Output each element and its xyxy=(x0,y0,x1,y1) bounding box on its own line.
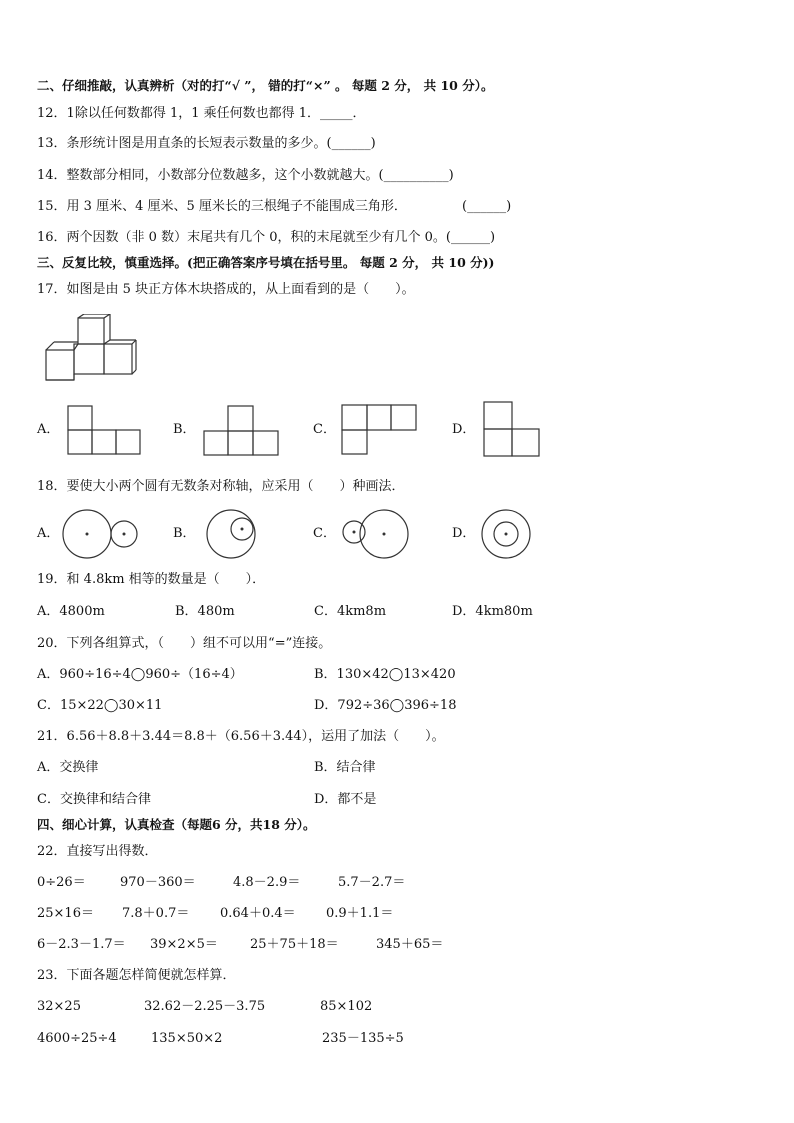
section-4-heading: 四、细心计算，认真检查（每题6 分，共18 分）。 xyxy=(37,817,316,832)
q17-option-d-label: D． xyxy=(452,422,476,437)
question-15: 15．用 3 厘米、4 厘米、5 厘米长的三根绳子不能围成三角形． xyxy=(37,199,407,214)
question-22-stem: 22．直接写出得数． xyxy=(37,844,158,859)
q18-option-a-label: A． xyxy=(37,526,60,541)
question-19-stem: 19．和 4.8km 相等的数量是（ ）． xyxy=(37,572,266,587)
question-14: 14．整数部分相同，小数部分位数越多，这个小数就越大。(__________) xyxy=(37,168,454,183)
q22-item: 6－2.3－1.7＝ xyxy=(37,937,126,952)
q17-option-a-label: A． xyxy=(37,422,60,437)
q22-item: 39×2×5＝ xyxy=(150,937,218,952)
q22-item: 25×16＝ xyxy=(37,906,94,921)
question-17-stem: 17．如图是由 5 块正方体木块搭成的，从上面看到的是（ ）。 xyxy=(37,282,415,297)
q17-option-c-label: C． xyxy=(313,422,336,437)
q22-item: 25＋75＋18＝ xyxy=(250,937,339,952)
q18-option-a-figure xyxy=(60,508,140,560)
q21-option-c: C．交换律和结合律 xyxy=(37,792,151,807)
q22-item: 970－360＝ xyxy=(120,875,196,890)
question-23-stem: 23．下面各题怎样简便就怎样算． xyxy=(37,968,236,983)
q19-option-d: D．4km80m xyxy=(452,604,533,619)
question-12: 12．1除以任何数都得 1，1 乘任何数也都得 1．_____． xyxy=(37,106,366,121)
q20-option-a: A．960÷16÷4◯960÷（16÷4） xyxy=(37,667,243,682)
q23-item: 235－135÷5 xyxy=(322,1031,404,1046)
q23-item: 4600÷25÷4 xyxy=(37,1031,117,1046)
q22-item: 0.9＋1.1＝ xyxy=(326,906,394,921)
q19-option-c: C．4km8m xyxy=(314,604,387,619)
q19-option-b: B．480m xyxy=(175,604,235,619)
q17-option-c-figure xyxy=(340,403,420,457)
q22-item: 5.7－2.7＝ xyxy=(338,875,406,890)
q22-item: 4.8－2.9＝ xyxy=(233,875,301,890)
q18-option-c-label: C． xyxy=(313,526,336,541)
q22-item: 0.64＋0.4＝ xyxy=(220,906,296,921)
q21-option-b: B．结合律 xyxy=(314,760,376,775)
q20-option-b: B．130×42◯13×420 xyxy=(314,667,456,682)
q17-option-d-figure xyxy=(482,400,542,458)
question-13: 13．条形统计图是用直条的长短表示数量的多少。(______) xyxy=(37,136,376,151)
section-3-heading: 三、反复比较，慎重选择。(把正确答案序号填在括号里。 每题 2 分， 共 10 分)) xyxy=(37,255,495,270)
q23-item: 135×50×2 xyxy=(151,1031,223,1046)
q19-option-a: A．4800m xyxy=(37,604,105,619)
q18-option-b-label: B． xyxy=(173,526,196,541)
question-15-blank: (______) xyxy=(462,199,512,214)
question-16: 16．两个因数（非 0 数）末尾共有几个 0，积的末尾就至少有几个 0。(______) xyxy=(37,230,496,245)
q21-option-d: D．都不是 xyxy=(314,792,377,807)
q17-option-b-label: B． xyxy=(173,422,196,437)
q18-option-d-label: D． xyxy=(452,526,476,541)
section-2-heading: 二、仔细推敲，认真辨析（对的打“√ ”， 错的打“×” 。 每题 2 分， 共 10 分）。 xyxy=(37,78,494,93)
q18-option-c-figure xyxy=(340,508,410,560)
q17-option-b-figure xyxy=(202,404,282,458)
q22-item: 345＋65＝ xyxy=(376,937,444,952)
q22-item: 7.8＋0.7＝ xyxy=(122,906,190,921)
q20-option-c: C．15×22◯30×11 xyxy=(37,698,163,713)
q23-item: 32.62－2.25－3.75 xyxy=(144,999,266,1014)
q23-item: 85×102 xyxy=(320,999,373,1014)
question-21-stem: 21．6.56＋8.8＋3.44＝8.8＋（6.56＋3.44），运用了加法（ ）。 xyxy=(37,729,445,744)
q21-option-a: A．交换律 xyxy=(37,760,99,775)
question-18-stem: 18．要使大小两个圆有无数条对称轴，应采用（ ）种画法． xyxy=(37,479,405,494)
q22-item: 0÷26＝ xyxy=(37,875,86,890)
q23-item: 32×25 xyxy=(37,999,81,1014)
q18-option-b-figure xyxy=(204,508,260,560)
cube-stack-figure xyxy=(42,314,142,384)
q17-option-a-figure xyxy=(66,404,144,456)
q20-option-d: D．792÷36◯396÷18 xyxy=(314,698,457,713)
question-20-stem: 20．下列各组算式，（ ）组不可以用“=”连接。 xyxy=(37,636,332,651)
q18-option-d-figure xyxy=(480,508,534,560)
